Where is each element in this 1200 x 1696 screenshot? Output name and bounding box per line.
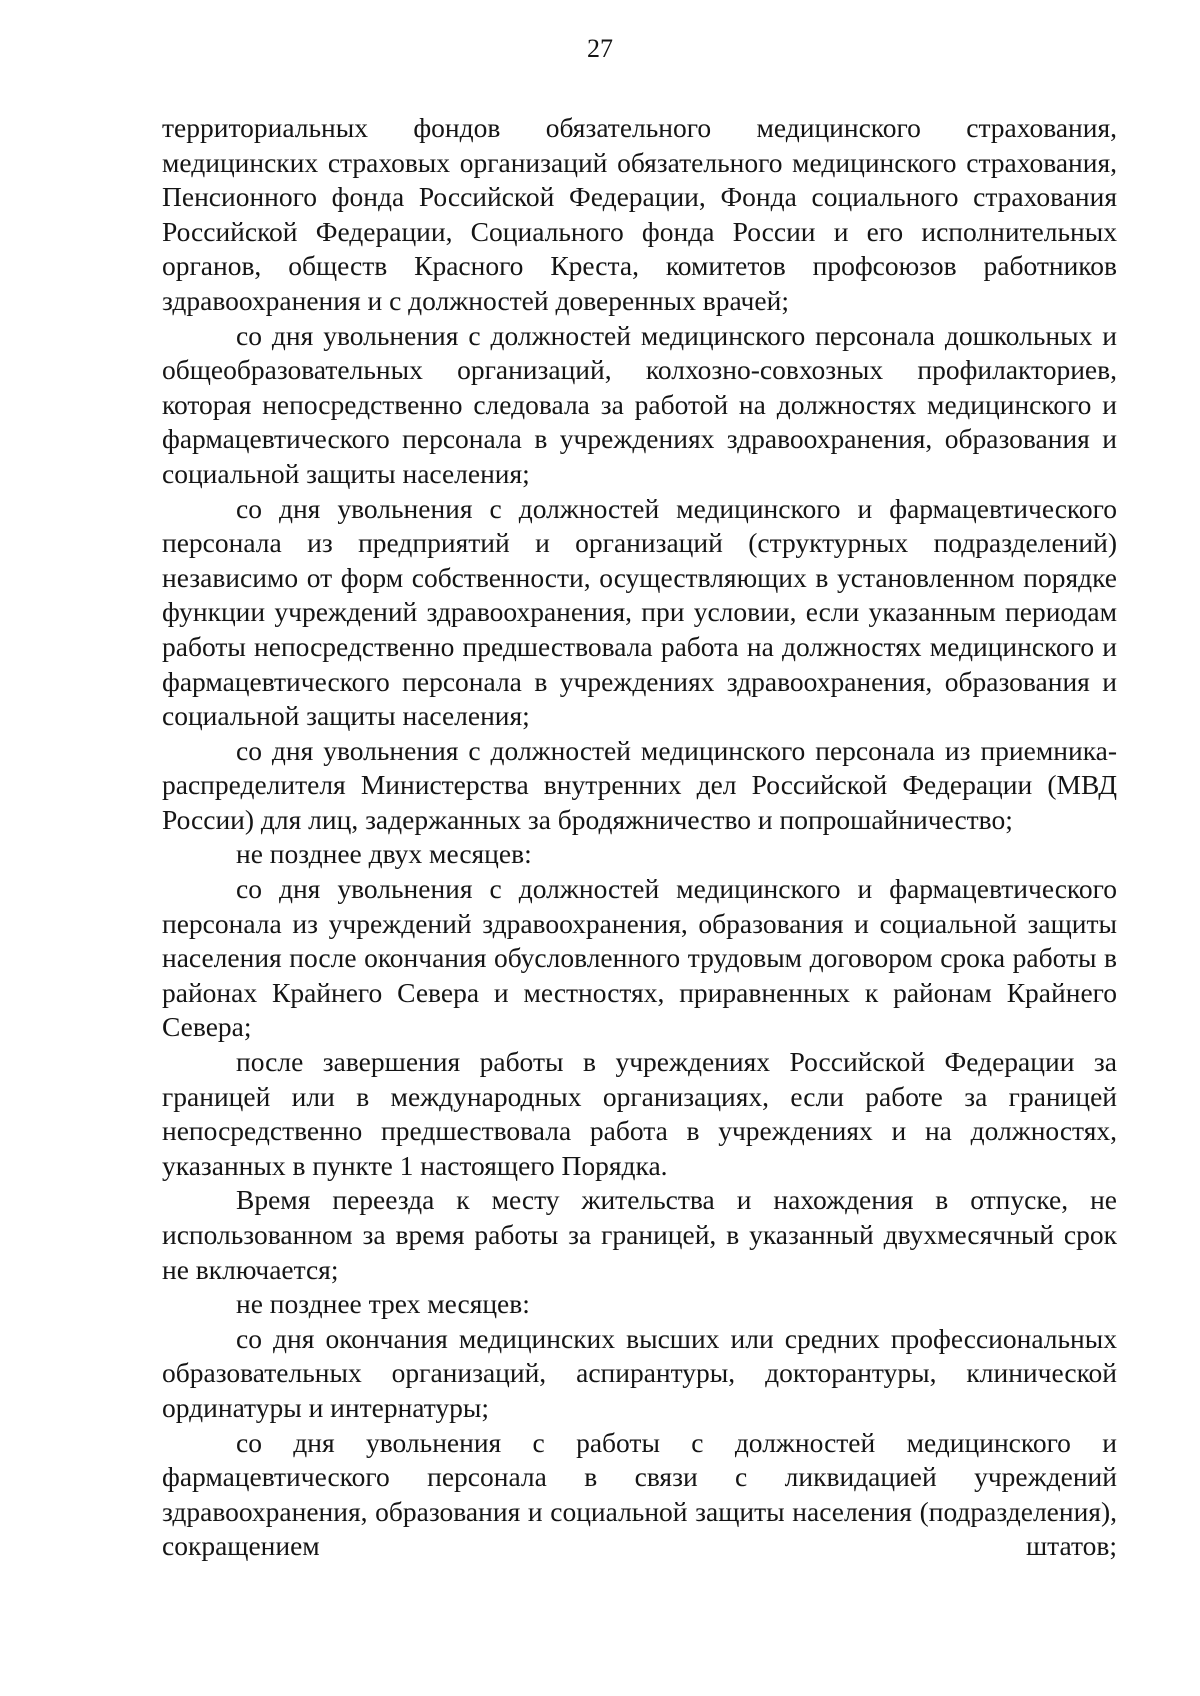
paragraph-graduation: со дня окончания медицинских высших или средних профессиональных образовательных организаций, аспирантуры, докторантуры, клинической ординатуры и интернатуры;: [162, 1322, 1117, 1423]
paragraph-preschool-organizations: со дня увольнения с должностей медицинского персонала дошкольных и общеобразовательных организаций, колхозно-совхозных профилакториев, которая непосредственно следовала за работой на должностях медицинского и фармацевтического персонала в учреждениях здравоохранения, образования и социальной защиты населения;: [162, 319, 1117, 489]
paragraph-enterprises-organizations: со дня увольнения с должностей медицинского и фармацевтического персонала из предприятий и организаций (структурных подразделений) независимо от форм собственности, осуществляющих в установленном порядке функции учреждений здравоохранения, при условии, если указанным периодам работы непосредственно предшествовала работа на должностях медицинского и фармацевтического персонала в учреждениях здравоохранения, образования и социальной защиты населения;: [162, 492, 1117, 732]
paragraph-relocation-time: Время переезда к месту жительства и нахождения в отпуске, не использованном за время работы за границей, в указанный двухмесячный срок не включается;: [162, 1184, 1117, 1285]
paragraph-reception-distributor: со дня увольнения с должностей медицинского персонала из приемника-распределителя Министерства внутренних дел Российской Федерации (МВД России) для лиц, задержанных за бродяжничество и попрошайничество;: [162, 734, 1117, 835]
document-body: [162, 111, 1117, 1564]
paragraph-liquidation: со дня увольнения с работы с должностей медицинского и фармацевтического персонала в связи с ликвидацией учреждений здравоохранения, образования и социальной защиты населения (подразделения), сокращением штатов;: [162, 1426, 1117, 1562]
paragraph-three-months-heading: не позднее трех месяцев:: [236, 1288, 530, 1320]
paragraph-far-north: со дня увольнения с должностей медицинского и фармацевтического персонала из учреждений здравоохранения, образования и социальной защиты населения после окончания обусловленного трудовым договором срока работы в районах Крайнего Севера и местностях, приравненных к районам Крайнего Севера;: [162, 873, 1117, 1043]
paragraph-two-months-heading: не позднее двух месяцев:: [236, 838, 532, 870]
page-number: 27: [587, 34, 613, 63]
paragraph-work-abroad: после завершения работы в учреждениях Российской Федерации за границей или в международных организациях, если работе за границей непосредственно предшествовала работа в учреждениях и на должностях, указанных в пункте 1 настоящего Порядка.: [162, 1046, 1117, 1181]
paragraph-funds-list: территориальных фондов обязательного медицинского страхования, медицинских страховых организаций обязательного медицинского страхования, Пенсионного фонда Российской Федерации, Фонда социального страхования Российской Федерации, Социального фонда России и его исполнительных органов, обществ Красного Креста, комитетов профсоюзов работников здравоохранения и с должностей доверенных врачей;: [162, 112, 1117, 316]
